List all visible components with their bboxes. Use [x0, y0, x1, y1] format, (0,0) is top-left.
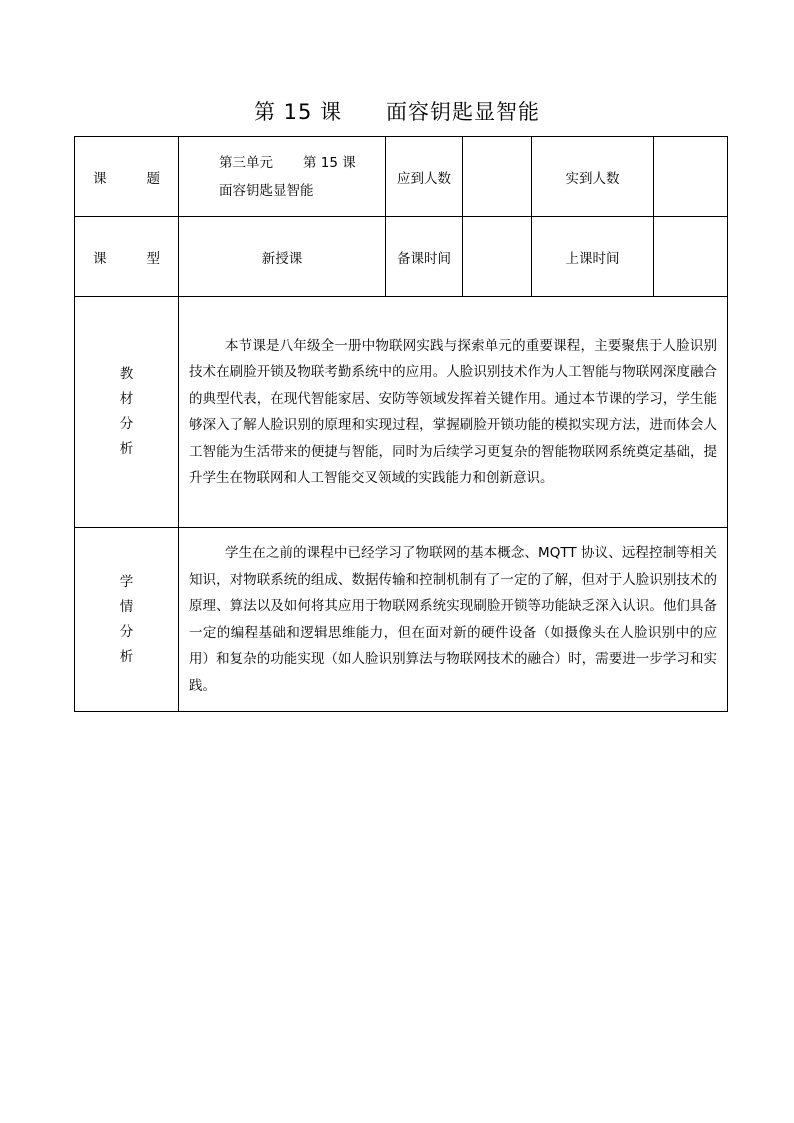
expected-count-value[interactable]	[463, 137, 532, 217]
material-analysis-label	[75, 297, 179, 528]
topic-label-char-1: 课	[93, 170, 107, 187]
label-char: 分	[119, 416, 134, 432]
material-analysis-text: 本节课是八年级全一册中物联网实践与探索单元的重要课程，主要聚焦于人脸识别技术在刷脸开锁及物联考勤系统中的应用。人脸识别技术作为人工智能与物联网深度融合的典型代表，在现代智能家居、安防等领域发挥着关键作用。通过本节课的学习，学生能够深入了解人脸识别的原理和实现过程，掌握刷脸开锁功能的模拟实现方法，进而体会人工智能为生活带来的便捷与智能，同时为后续学习更复杂的智能物联网系统奠定基础，提升学生在物联网和人工智能交叉领域的实践能力和创新意识。	[189, 337, 717, 486]
topic-value-cell	[179, 137, 386, 217]
table-row-type	[75, 217, 728, 297]
unit-lesson: 第 15 课	[303, 154, 356, 171]
expected-count-label: 应到人数	[386, 137, 463, 217]
prep-time-label: 备课时间	[386, 217, 463, 297]
label-char: 学	[119, 573, 134, 590]
label-char: 析	[119, 648, 134, 665]
label-char: 析	[119, 441, 134, 457]
topic-label-char-2: 题	[146, 170, 160, 187]
label-char: 情	[119, 598, 134, 615]
label-char: 材	[119, 391, 134, 407]
class-time-value[interactable]	[654, 217, 728, 297]
topic-label-cell	[75, 137, 179, 217]
student-analysis-text-cell	[179, 528, 728, 712]
student-analysis-text: 学生在之前的课程中已经学习了物联网的基本概念、MQTT 协议、远程控制等相关知识，对物联系统的组成、数据传输和控制机制有了一定的了解，但对于人脸识别技术的原理、算法以及如何将其应用于物联网系统实现刷脸开锁等功能缺乏深入认识。他们具备一定的编程基础和逻辑思维能力，但在面对新的硬件设备（如摄像头在人脸识别中的应用）和复杂的功能实现（如人脸识别算法与物联网技术的融合）时，需要进一步学习和实践。	[189, 545, 717, 694]
table-row-material-analysis	[75, 297, 728, 528]
actual-count-value[interactable]	[654, 137, 728, 217]
actual-count-label: 实到人数	[532, 137, 654, 217]
lesson-type-value: 新授课	[179, 217, 386, 297]
student-analysis-label	[75, 528, 179, 712]
lesson-name: 面容钥匙显智能	[386, 100, 541, 124]
label-char: 分	[119, 623, 134, 640]
unit-name: 第三单元	[219, 154, 273, 171]
lesson-title	[0, 96, 794, 126]
class-time-label: 上课时间	[532, 217, 654, 297]
table-row-topic	[75, 137, 728, 217]
type-label-char-1: 课	[93, 250, 107, 267]
label-char: 教	[119, 366, 134, 382]
type-label-cell	[75, 217, 179, 297]
lesson-plan-table	[74, 136, 728, 712]
material-analysis-text-cell	[179, 297, 728, 528]
type-label-char-2: 型	[146, 250, 160, 267]
topic-name: 面容钥匙显智能	[219, 182, 314, 199]
table-row-student-analysis	[75, 528, 728, 712]
lesson-number: 第 15 课	[253, 100, 343, 124]
prep-time-value[interactable]	[463, 217, 532, 297]
